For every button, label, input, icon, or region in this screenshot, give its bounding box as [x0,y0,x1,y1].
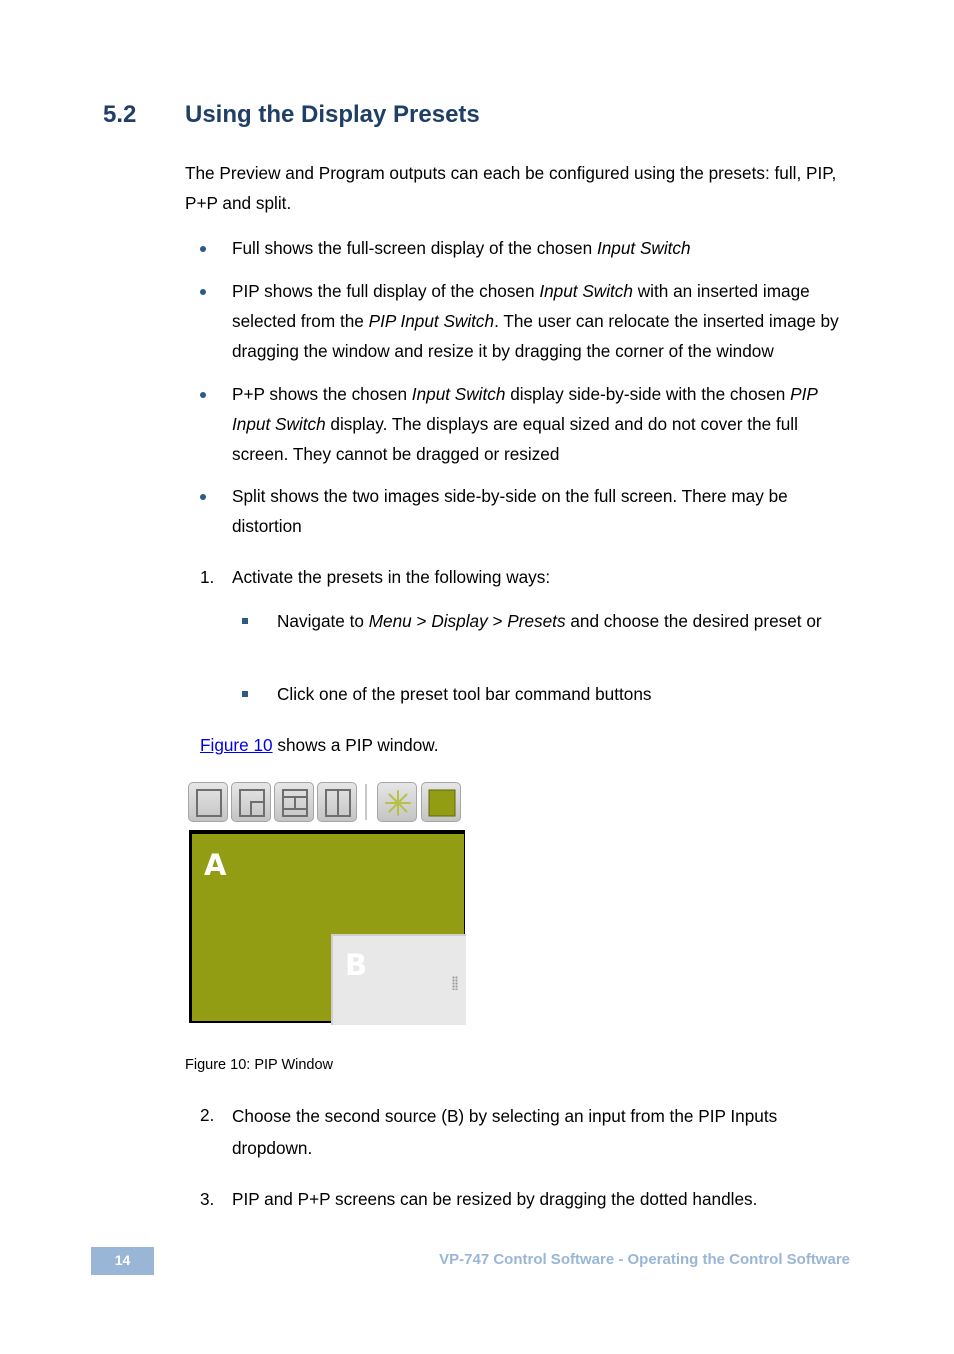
section-heading [103,101,480,129]
square-bullet-icon [242,691,248,697]
step-1-option-menu: Navigate to Menu > Display > Presets and choose the desired preset or [242,606,855,636]
bullet-dot-icon [200,289,206,295]
freeze-button[interactable] [377,782,417,822]
step-3: 3. PIP and P+P screens can be resized by dragging the dotted handles. [200,1189,758,1209]
bullet-split: Split shows the two images side-by-side on the full screen. There may be distortion [200,481,855,541]
pp-preset-icon [275,783,315,823]
bullet-pp: P+P shows the chosen Input Switch display side-by-side with the chosen PIP Input Switch display. The displays are equal sized and do not cover the full screen. They cannot be dragged or resized [200,379,855,469]
pip-window [189,830,465,1023]
section-number: 5.2 [103,101,137,128]
source-b-label: B [345,948,368,982]
freeze-icon [378,783,418,823]
step-1: 1. Activate the presets in the following ways: [200,567,551,587]
pip-preset-button[interactable] [231,782,271,822]
source-a-label: A [204,848,227,882]
figure-reference: Figure 10 shows a PIP window. [200,735,439,755]
color-fill-button[interactable] [421,782,461,822]
split-preset-button[interactable] [317,782,357,822]
main-image-area [192,834,464,1021]
bullet-full: Full shows the full-screen display of the chosen Input Switch [200,233,855,263]
section-title: Using the Display Presets [185,101,480,128]
color-fill-icon [422,783,462,823]
preset-toolbar [188,782,464,822]
pip-inset-window[interactable] [331,934,466,1025]
pp-preset-button[interactable] [274,782,314,822]
page-number: 14 [91,1247,154,1275]
split-preset-icon [318,783,358,823]
figure-10-link[interactable]: Figure 10 [200,735,273,755]
intro-paragraph: The Preview and Program outputs can each be configured using the presets: full, PIP, P+P and split. [185,163,837,213]
resize-handle-icon[interactable] [452,976,458,990]
full-preset-button[interactable] [188,782,228,822]
step-1-option-toolbar: Click one of the preset tool bar command buttons [242,679,855,709]
figure-caption: Figure 10: PIP Window [185,1057,334,1073]
footer-title: VP-747 Control Software - Operating the Control Software [439,1251,850,1268]
bullet-pip: PIP shows the full display of the chosen Input Switch with an inserted image selected from the PIP Input Switch. The user can relocate the inserted image by dragging the window and resize it by dragging the corner of the window [200,276,855,366]
square-bullet-icon [242,618,248,624]
toolbar-separator [365,784,367,820]
step-2: 2. Choose the second source (B) by selecting an input from the PIP Inputs dropdown. [200,1105,778,1158]
bullet-dot-icon [200,494,206,500]
full-preset-icon [189,783,229,823]
bullet-dot-icon [200,246,206,252]
pip-preset-icon [232,783,272,823]
bullet-dot-icon [200,392,206,398]
